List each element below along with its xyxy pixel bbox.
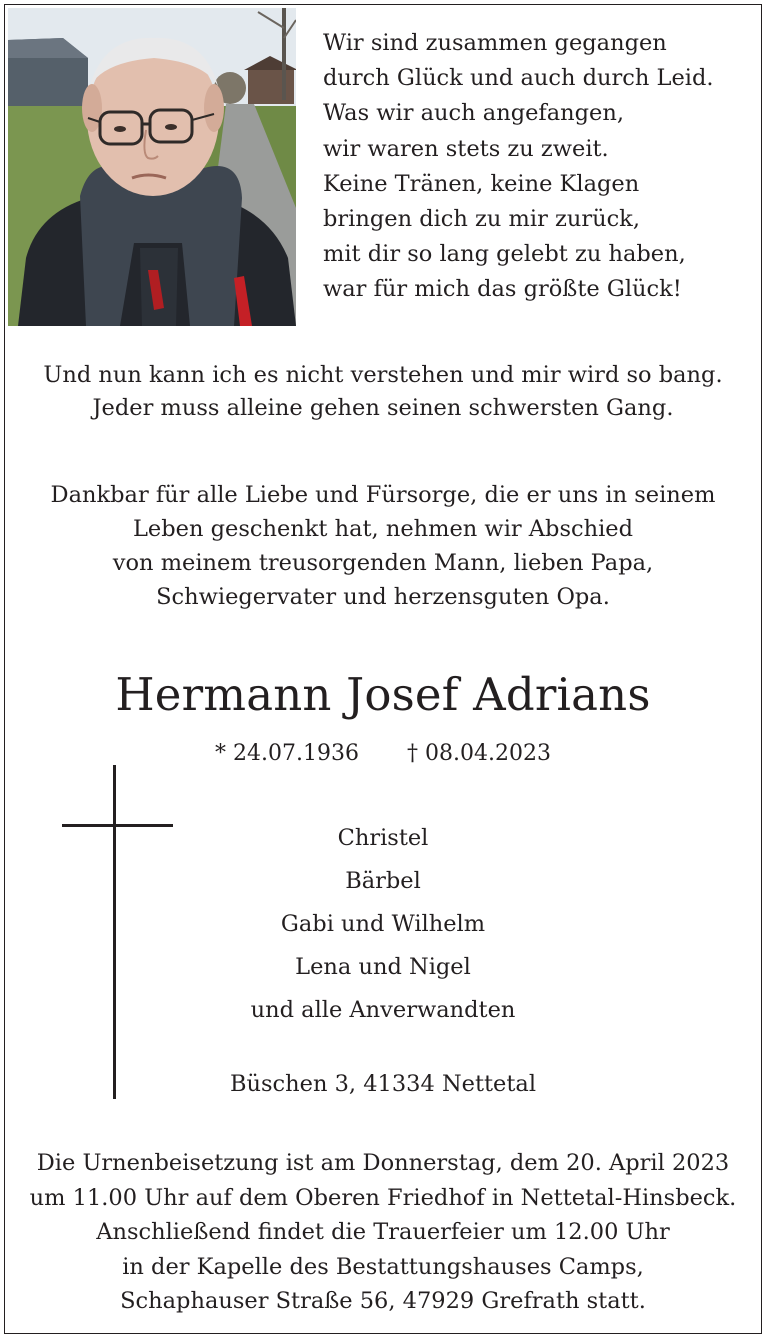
poem-line: bringen dich zu mir zurück,: [323, 206, 640, 233]
mourner: Gabi und Wilhelm: [280, 911, 486, 937]
mourner: und alle Anverwandten: [250, 997, 516, 1023]
poem-line: Wir sind zusammen gegangen: [323, 30, 667, 56]
verse-line: Jeder muss alleine gehen seinen schwersten Gang.: [92, 395, 674, 421]
funeral-line: in der Kapelle des Bestattungshauses Camps,: [122, 1253, 644, 1280]
mourner-address: Büschen 3, 41334 Nettetal: [229, 1071, 537, 1097]
obituary-notice: [4, 4, 762, 1334]
birth-date: * 24.07.1936: [215, 741, 359, 766]
gratitude-line: Leben geschenkt hat, nehmen wir Abschied: [132, 516, 634, 542]
funeral-line: Anschließend findet die Trauerfeier um 12.00 Uhr: [96, 1219, 670, 1245]
funeral-line: Schaphauser Straße 56, 47929 Grefrath statt.: [120, 1288, 646, 1314]
poem-line: Keine Tränen, keine Klagen: [323, 170, 640, 197]
poem-line: mit dir so lang gelebt zu haben,: [323, 241, 686, 268]
gratitude-text: [5, 478, 761, 614]
portrait-illustration: [8, 8, 296, 326]
mourner: Christel: [337, 825, 429, 851]
poem-line: durch Glück und auch durch Leid.: [323, 65, 714, 92]
poem-line: Was wir auch angefangen,: [323, 100, 625, 127]
portrait-photo: [8, 8, 296, 326]
poem-line: war für mich das größte Glück!: [323, 276, 682, 303]
verse-line: Und nun kann ich es nicht verstehen und mir wird so bang.: [43, 362, 723, 388]
funeral-details: [5, 1146, 761, 1319]
funeral-line: Die Urnenbeisetzung ist am Donnerstag, dem 20. April 2023: [36, 1150, 730, 1176]
gratitude-line: Schwiegervater und herzensguten Opa.: [156, 584, 610, 610]
deceased-name: Hermann Josef Adrians: [115, 668, 651, 721]
verse: [5, 359, 761, 425]
funeral-line: um 11.00 Uhr auf dem Oberen Friedhof in Nettetal-Hinsbeck.: [29, 1184, 737, 1211]
mourner: Lena und Nigel: [295, 954, 471, 980]
life-dates: [5, 739, 761, 769]
mourner: Bärbel: [345, 868, 421, 894]
gratitude-line: von meinem treusorgenden Mann, lieben Papa,: [112, 550, 654, 576]
death-date: † 08.04.2023: [407, 741, 551, 766]
mourners-list: [5, 817, 761, 1032]
poem-line: wir waren stets zu zweit.: [323, 135, 609, 162]
poem: [323, 26, 714, 308]
gratitude-line: Dankbar für alle Liebe und Fürsorge, die er uns in seinem: [50, 482, 716, 508]
